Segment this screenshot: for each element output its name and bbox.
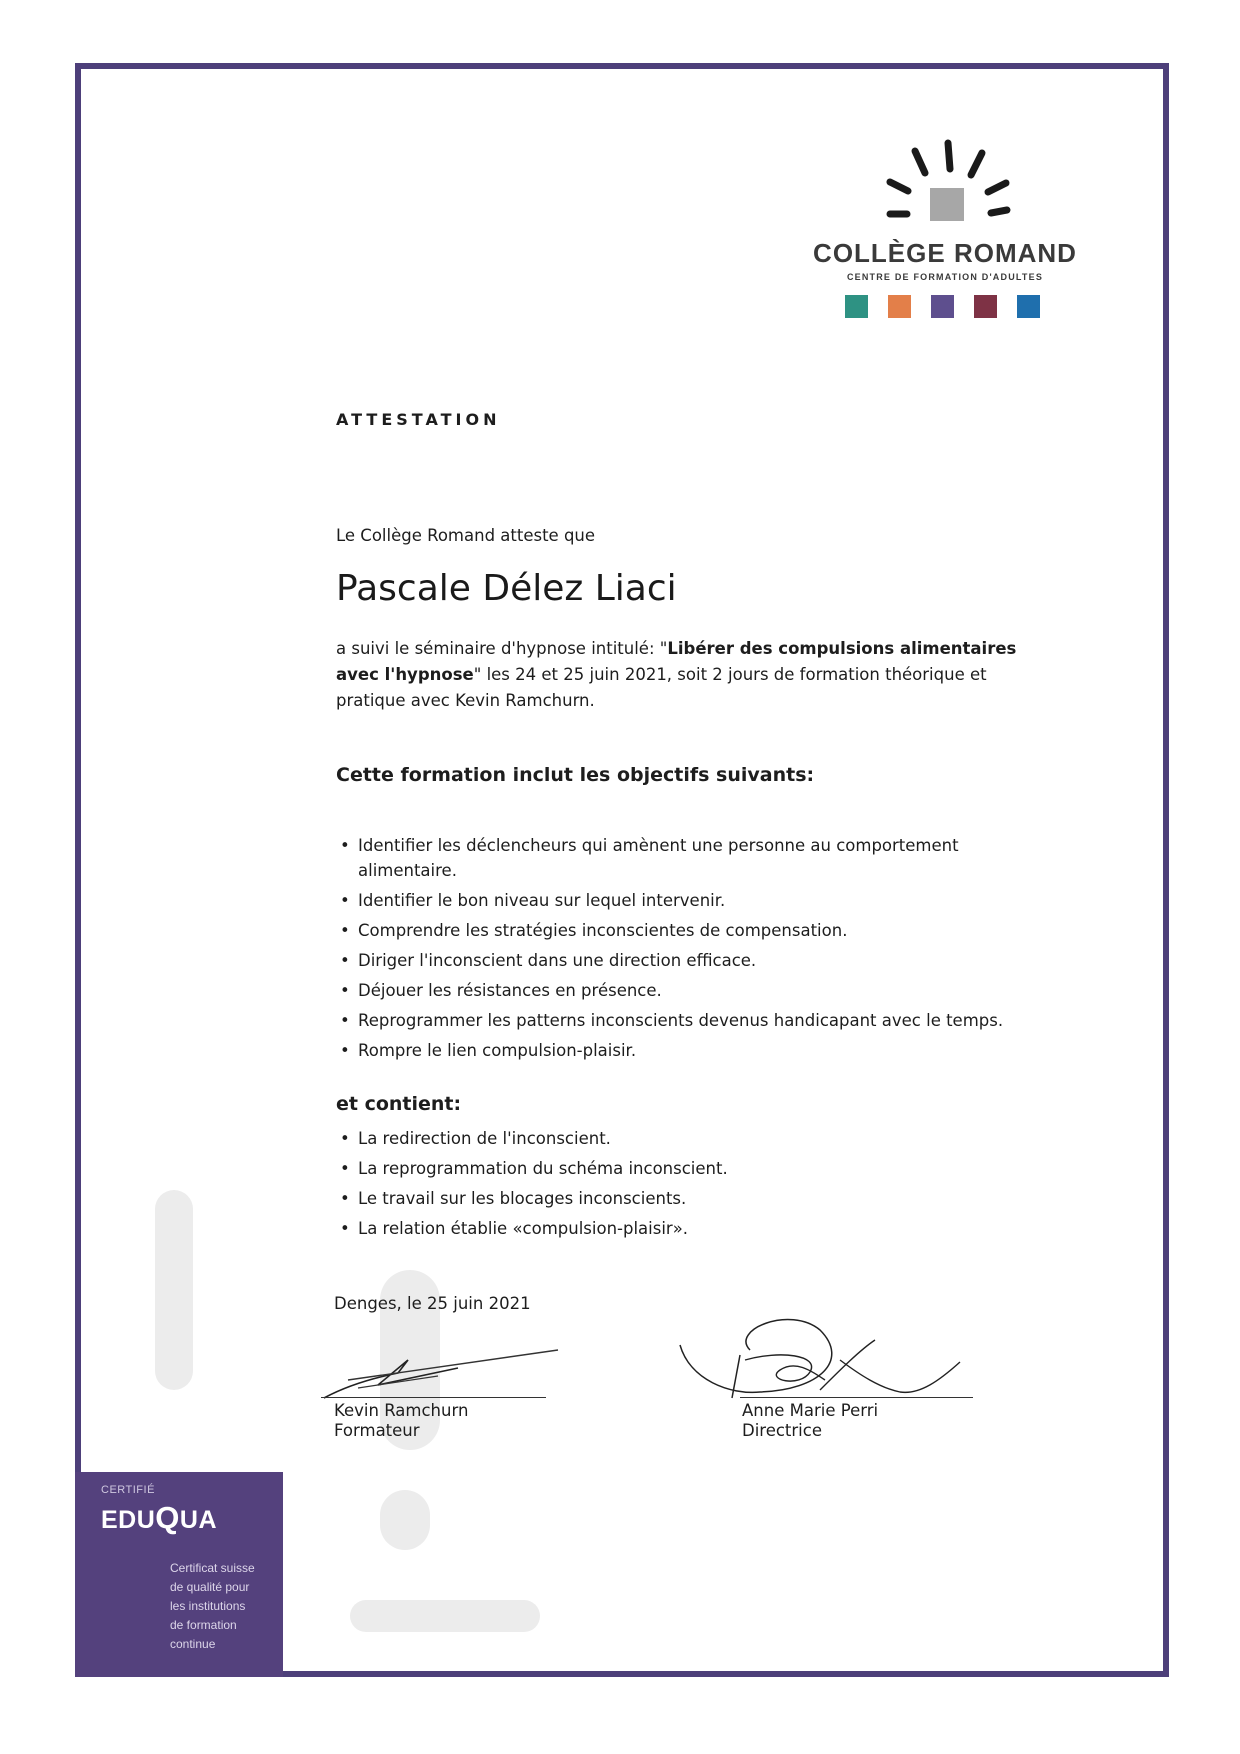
color-swatch [845, 295, 868, 318]
eduqua-badge [75, 1472, 283, 1677]
list-item [340, 918, 1030, 943]
bullet-icon: • [340, 951, 350, 970]
color-swatch [888, 295, 911, 318]
eduqua-line: les institutions [170, 1599, 246, 1613]
logo-color-swatches [845, 295, 1040, 318]
description-prefix: a suivi le séminaire d'hypnose intitulé: " [336, 639, 668, 658]
intro-text: Le Collège Romand atteste que [336, 526, 596, 545]
bullet-icon: • [340, 921, 350, 940]
signatory-role: Directrice [742, 1421, 822, 1440]
place-date: Denges, le 25 juin 2021 [334, 1294, 531, 1313]
bullet-icon: • [340, 836, 350, 855]
list-item [340, 1126, 728, 1151]
objective-text: Identifier le bon niveau sur lequel intervenir. [358, 891, 726, 910]
bullet-icon: • [340, 1129, 350, 1148]
content-text: La relation établie «compulsion-plaisir». [358, 1219, 689, 1238]
sun-rays-icon [870, 135, 1020, 225]
list-item [340, 1156, 728, 1181]
list-item [340, 948, 1030, 973]
objective-text: Rompre le lien compulsion-plaisir. [358, 1041, 637, 1060]
content-text: Le travail sur les blocages inconscients. [358, 1189, 687, 1208]
content-text: La reprogrammation du schéma inconscient. [358, 1159, 728, 1178]
color-swatch [1017, 295, 1040, 318]
seminar-title: Libérer des compulsions alimentaires avec l'hypnose [336, 639, 1017, 684]
eduqua-line: de formation [170, 1618, 237, 1632]
eduqua-description [170, 1559, 280, 1654]
signatory-name: Kevin Ramchurn [334, 1401, 469, 1420]
bullet-icon: • [340, 1011, 350, 1030]
objectives-list [340, 833, 1030, 1068]
signature-line-trainer [321, 1397, 546, 1398]
signatory-director [742, 1401, 878, 1441]
logo-name: COLLÈGE ROMAND [813, 238, 1077, 268]
eduqua-logo [101, 1500, 217, 1536]
signatory-name: Anne Marie Perri [742, 1401, 879, 1420]
list-item [340, 1216, 728, 1241]
list-item [340, 1038, 1030, 1063]
content-text: La redirection de l'inconscient. [358, 1129, 611, 1148]
eduqua-certified-label: CERTIFIÉ [101, 1484, 155, 1496]
document-heading: ATTESTATION [336, 410, 501, 429]
contents-list [340, 1126, 728, 1246]
eduqua-line: de qualité pour [170, 1580, 250, 1594]
signature-trainer [318, 1340, 568, 1400]
signatory-role: Formateur [334, 1421, 420, 1440]
bullet-icon: • [340, 1189, 350, 1208]
objective-text: Reprogrammer les patterns inconscients devenus handicapant avec le temps. [358, 1011, 1004, 1030]
objective-text: Comprendre les stratégies inconscientes de compensation. [358, 921, 848, 940]
signature-line-director [740, 1397, 973, 1398]
signatory-trainer [334, 1401, 468, 1441]
eduqua-logo-left: EDU [101, 1506, 156, 1534]
list-item [340, 1186, 728, 1211]
bullet-icon: • [340, 981, 350, 1000]
list-item [340, 1008, 1030, 1033]
color-swatch [974, 295, 997, 318]
description-suffix: " les 24 et 25 juin 2021, soit 2 jours de formation théorique et pratique avec Kevin Ramchurn. [336, 665, 987, 710]
objective-text: Diriger l'inconscient dans une direction efficace. [358, 951, 757, 970]
objective-text: Identifier les déclencheurs qui amènent une personne au comportement alimentaire. [358, 836, 959, 880]
eduqua-logo-q: Q [155, 1500, 180, 1535]
objectives-title: Cette formation inclut les objectifs suivants: [336, 764, 815, 786]
college-romand-logo [810, 135, 1080, 335]
eduqua-logo-right: UA [179, 1506, 218, 1534]
color-swatch [931, 295, 954, 318]
objective-text: Déjouer les résistances en présence. [358, 981, 662, 1000]
signature-director [670, 1300, 980, 1400]
list-item [340, 888, 1030, 913]
list-item [340, 978, 1030, 1003]
recipient-name: Pascale Délez Liaci [336, 568, 677, 609]
list-item [340, 833, 1030, 883]
scan-smudge [380, 1490, 430, 1550]
eduqua-line: continue [170, 1637, 216, 1651]
bullet-icon: • [340, 1041, 350, 1060]
logo-subtitle: CENTRE DE FORMATION D'ADULTES [846, 272, 1044, 282]
eduqua-line: Certificat suisse [170, 1561, 255, 1575]
contents-title: et contient: [336, 1093, 462, 1115]
bullet-icon: • [340, 891, 350, 910]
seminar-description [336, 636, 1036, 714]
bullet-icon: • [340, 1219, 350, 1238]
bullet-icon: • [340, 1159, 350, 1178]
scan-smudge [350, 1600, 540, 1632]
scan-smudge [155, 1190, 193, 1390]
